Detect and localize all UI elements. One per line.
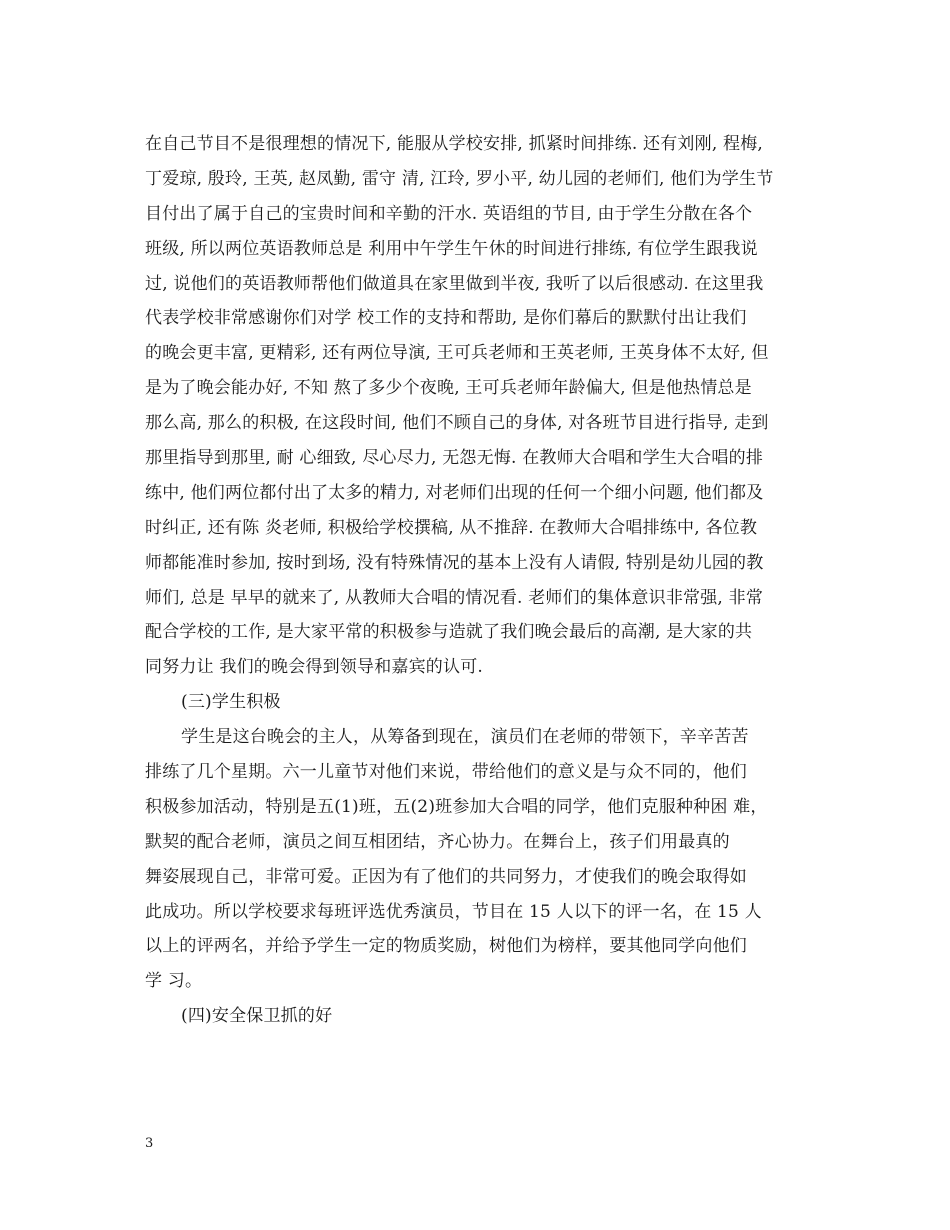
text-line: 舞姿展现自己，非常可爱。正因为有了他们的共同努力，才使我们的晚会取得如 bbox=[145, 866, 747, 887]
text-line: 目付出了属于自己的宝贵时间和辛勤的汗水. 英语组的节目, 由于学生分散在各个 bbox=[145, 203, 753, 224]
text-line: 在自己节目不是很理想的情况下, 能服从学校安排, 抓紧时间排练. 还有刘刚, 程梅, bbox=[145, 134, 764, 154]
text-line: 那里指导到那里, 耐 心细致, 尽心尽力, 无怨无悔. 在教师大合唱和学生大合唱的排 bbox=[145, 448, 764, 469]
text-line: 积极参加活动，特别是五(1)班，五(2)班参加大合唱的同学，他们克服种种困 难， bbox=[145, 796, 768, 817]
text-line: 师都能准时参加, 按时到场, 没有特殊情况的基本上没有人请假, 特别是幼儿园的教 bbox=[145, 552, 764, 573]
text-line: 师们, 总是 早早的就来了, 从教师大合唱的情况看. 老师们的集体意识非常强, 非常 bbox=[145, 587, 764, 608]
text-line: 此成功。所以学校要求每班评选优秀演员，节目在 15 人以下的评一名，在 15 人 bbox=[145, 901, 762, 922]
text-line: 丁爱琼, 殷玲, 王英, 赵凤勤, 雷守 清, 江玲, 罗小平, 幼儿园的老师们, 他们为学生节 bbox=[145, 168, 774, 189]
page-number: 3 bbox=[145, 1136, 154, 1151]
text-line: 同努力让 我们的晚会得到领导和嘉宾的认可. bbox=[145, 657, 484, 678]
text-line: 以上的评两名，并给予学生一定的物质奖励，树他们为榜样，要其他同学向他们 bbox=[145, 936, 747, 957]
text-line: 班级, 所以两位英语教师总是 利用中午学生午休的时间进行排练, 有位学生跟我说 bbox=[145, 238, 758, 259]
text-line: (三)学生积极 bbox=[181, 692, 281, 713]
text-line: 排练了几个星期。六一儿童节对他们来说，带给他们的意义是与众不同的，他们 bbox=[145, 762, 747, 783]
text-line: 时纠正, 还有陈 炎老师, 积极给学校撰稿, 从不推辞. 在教师大合唱排练中, 各位教 bbox=[145, 517, 758, 538]
text-line: 配合学校的工作, 是大家平常的积极参与造就了我们晚会最后的高潮, 是大家的共 bbox=[145, 622, 753, 643]
text-line: 学生是这台晚会的主人，从筹备到现在，演员们在老师的带领下，辛辛苦苦 bbox=[181, 727, 749, 748]
text-line: 那么高, 那么的积极, 在这段时间, 他们不顾自己的身体, 对各班节目进行指导, 走到 bbox=[145, 413, 769, 434]
text-line: 代表学校非常感谢你们对学 校工作的支持和帮助, 是你们幕后的默默付出让我们 bbox=[145, 308, 747, 329]
text-line: 过, 说他们的英语教师帮他们做道具在家里做到半夜, 我听了以后很感动. 在这里我 bbox=[145, 273, 764, 294]
body-text bbox=[145, 127, 825, 1034]
text-line: 的晚会更丰富, 更精彩, 还有两位导演, 王可兵老师和王英老师, 王英身体不太好, 但 bbox=[145, 343, 769, 364]
text-line: 是为了晚会能办好, 不知 熬了多少个夜晚, 王可兵老师年龄偏大, 但是他热情总是 bbox=[145, 378, 752, 399]
text-line: 学 习。 bbox=[145, 971, 203, 992]
text-line: 练中, 他们两位都付出了太多的精力, 对老师们出现的任何一个细小问题, 他们都及 bbox=[145, 482, 764, 503]
text-line: (四)安全保卫抓的好 bbox=[181, 1006, 333, 1027]
text-line: 默契的配合老师，演员之间互相团结，齐心协力。在舞台上，孩子们用最真的 bbox=[145, 831, 730, 852]
